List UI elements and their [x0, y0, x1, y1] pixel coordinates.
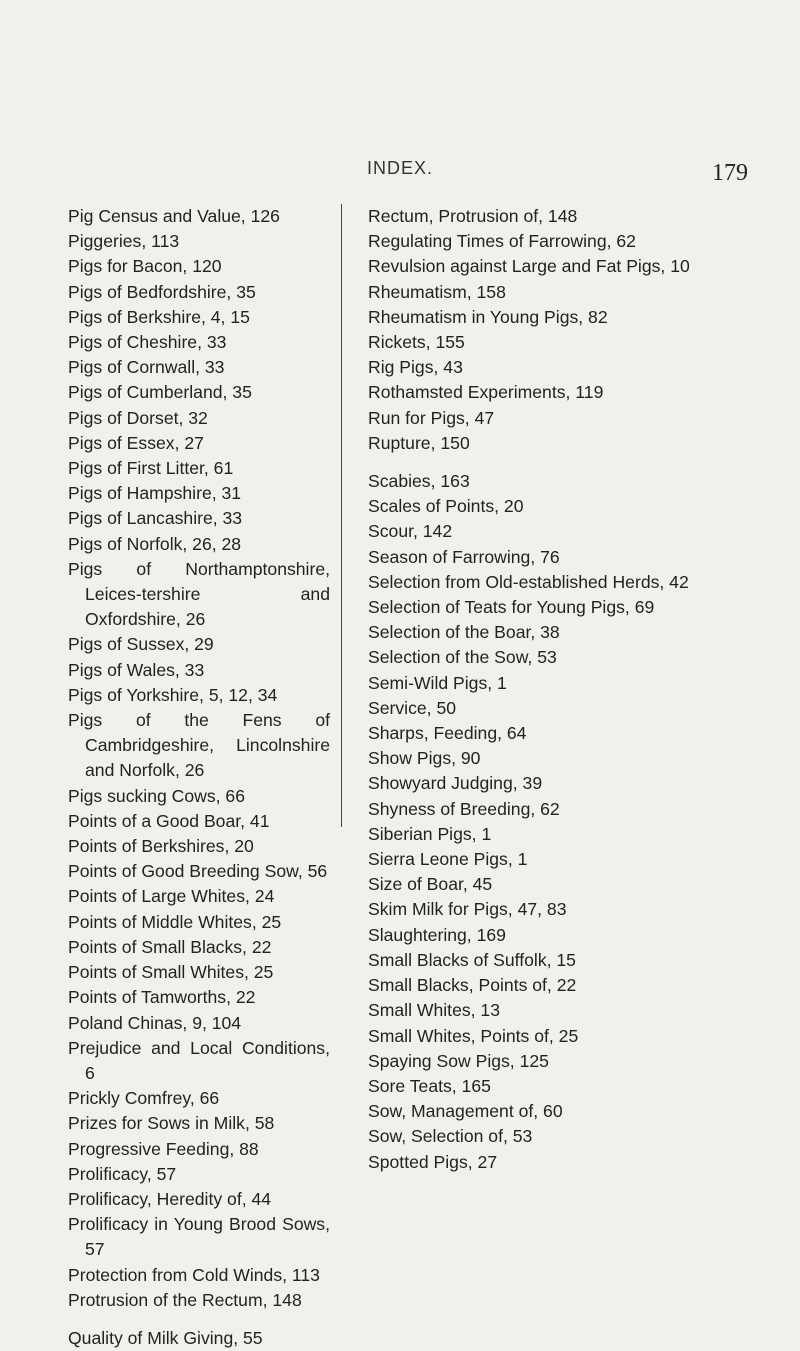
index-entry: Rupture, 150: [368, 432, 470, 453]
index-entry: Pigs of Bedfordshire, 35: [68, 281, 256, 302]
index-entry: Pigs of Hampshire, 31: [68, 483, 242, 504]
index-entry: Small Whites, Points of, 25: [368, 1025, 579, 1046]
index-entry: Sow, Management of, 60: [368, 1101, 563, 1122]
index-entry: Spaying Sow Pigs, 125: [368, 1050, 549, 1071]
index-entry: Selection from Old-established Herds, 42: [368, 571, 689, 592]
index-entry: Scour, 142: [368, 521, 453, 542]
index-entry: Prickly Comfrey, 66: [68, 1088, 220, 1109]
index-entry: Pig Census and Value, 126: [68, 206, 280, 226]
index-entry: Rothamsted Experiments, 119: [368, 382, 604, 403]
index-entry: Sore Teats, 165: [368, 1075, 491, 1096]
index-entry: Points of a Good Boar, 41: [68, 810, 270, 831]
index-entry: Small Whites, 13: [368, 1000, 500, 1021]
index-entry: Poland Chinas, 9, 104: [68, 1012, 242, 1033]
index-entry: Prolificacy, Heredity of, 44: [68, 1188, 272, 1209]
page-title: INDEX.: [366, 158, 433, 178]
index-entry: Progressive Feeding, 88: [68, 1138, 259, 1159]
index-entry: Points of Small Whites, 25: [68, 962, 274, 983]
index-entry: Sharps, Feeding, 64: [368, 723, 527, 744]
index-entry: Selection of Teats for Young Pigs, 69: [368, 597, 655, 618]
index-entry: Selection of the Boar, 38: [368, 622, 560, 643]
index-entry: Run for Pigs, 47: [368, 407, 495, 428]
column-divider: [341, 204, 342, 827]
index-entry: Pigs of Lancashire, 33: [68, 508, 243, 529]
index-entry: Rig Pigs, 43: [368, 357, 463, 378]
index-entry: Sow, Selection of, 53: [368, 1126, 533, 1147]
index-entry: Piggeries, 113: [68, 231, 180, 252]
index-entry: Pigs sucking Cows, 66: [68, 785, 245, 806]
index-entry: Show Pigs, 90: [368, 748, 481, 769]
index-entry: Pigs of First Litter, 61: [68, 458, 234, 479]
index-entry: Pigs of Yorkshire, 5, 12, 34: [68, 684, 278, 705]
index-entry: Semi-Wild Pigs, 1: [368, 672, 507, 693]
index-entry: Pigs of Norfolk, 26, 28: [68, 533, 242, 554]
index-entry: Pigs of Dorset, 32: [68, 407, 208, 428]
index-entry: Prizes for Sows in Milk, 58: [68, 1113, 275, 1134]
index-entry: Pigs of Northamptonshire, Leices-tershire and Oxfordshire, 26: [68, 558, 330, 630]
index-entry: Season of Farrowing, 76: [368, 546, 560, 567]
index-entry: Size of Boar, 45: [368, 874, 493, 895]
index-entry: Selection of the Sow, 53: [368, 647, 557, 668]
index-entry: Rectum, Protrusion of, 148: [368, 206, 578, 226]
index-entry: Protrusion of the Rectum, 148: [68, 1289, 302, 1310]
index-entry: Rheumatism in Young Pigs, 82: [368, 306, 608, 327]
index-entry: Scales of Points, 20: [368, 496, 524, 517]
index-entry: Points of Good Breeding Sow, 56: [68, 861, 328, 882]
index-entry: Service, 50: [368, 697, 457, 718]
index-entry: Quality of Milk Giving, 55: [68, 1327, 263, 1348]
index-entry: Points of Large Whites, 24: [68, 886, 275, 907]
index-entry: Showyard Judging, 39: [368, 773, 543, 794]
page-number: 179: [712, 160, 748, 186]
index-entry: Revulsion against Large and Fat Pigs, 10: [368, 256, 690, 277]
index-entry: Small Blacks, Points of, 22: [368, 975, 577, 996]
index-entry: Prolificacy in Young Brood Sows, 57: [68, 1214, 330, 1260]
index-entry: Points of Small Blacks, 22: [68, 936, 272, 957]
index-entry: Regulating Times of Farrowing, 62: [368, 231, 636, 252]
index-entry: Pigs for Bacon, 120: [68, 256, 222, 277]
index-entry: Rheumatism, 158: [368, 281, 506, 302]
index-column-right: [368, 204, 742, 1175]
index-entry: Siberian Pigs, 1: [368, 823, 492, 844]
index-entry: Pigs of Cumberland, 35: [68, 382, 252, 403]
index-entry: Pigs of Sussex, 29: [68, 634, 214, 655]
index-entry: Skim Milk for Pigs, 47, 83: [368, 899, 567, 920]
index-entry: Pigs of the Fens of Cambridgeshire, Lincolnshire and Norfolk, 26: [68, 710, 330, 781]
index-entry: Prolificacy, 57: [68, 1163, 177, 1184]
index-entry: Points of Tamworths, 22: [68, 987, 256, 1008]
index-entry: Protection from Cold Winds, 113: [68, 1264, 320, 1285]
index-entry: Spotted Pigs, 27: [368, 1151, 498, 1172]
index-entry: Pigs of Essex, 27: [68, 432, 204, 453]
index-entry: Pigs of Berkshire, 4, 15: [68, 306, 250, 327]
index-entry: Pigs of Cheshire, 33: [68, 332, 227, 353]
index-entry: Pigs of Cornwall, 33: [68, 357, 225, 378]
index-entry: Scabies, 163: [368, 471, 470, 492]
index-entry: Slaughtering, 169: [368, 924, 506, 945]
index-entry: Points of Middle Whites, 25: [68, 911, 282, 932]
index-entry: Sierra Leone Pigs, 1: [368, 849, 528, 870]
index-entry: Small Blacks of Suffolk, 15: [368, 949, 576, 970]
index-entry: Points of Berkshires, 20: [68, 836, 254, 857]
index-column-left: [68, 204, 330, 1351]
index-entry: Shyness of Breeding, 62: [368, 798, 560, 819]
index-entry: Prejudice and Local Conditions, 6: [68, 1037, 330, 1083]
index-entry: Rickets, 155: [368, 332, 465, 353]
index-entry: Pigs of Wales, 33: [68, 659, 205, 680]
